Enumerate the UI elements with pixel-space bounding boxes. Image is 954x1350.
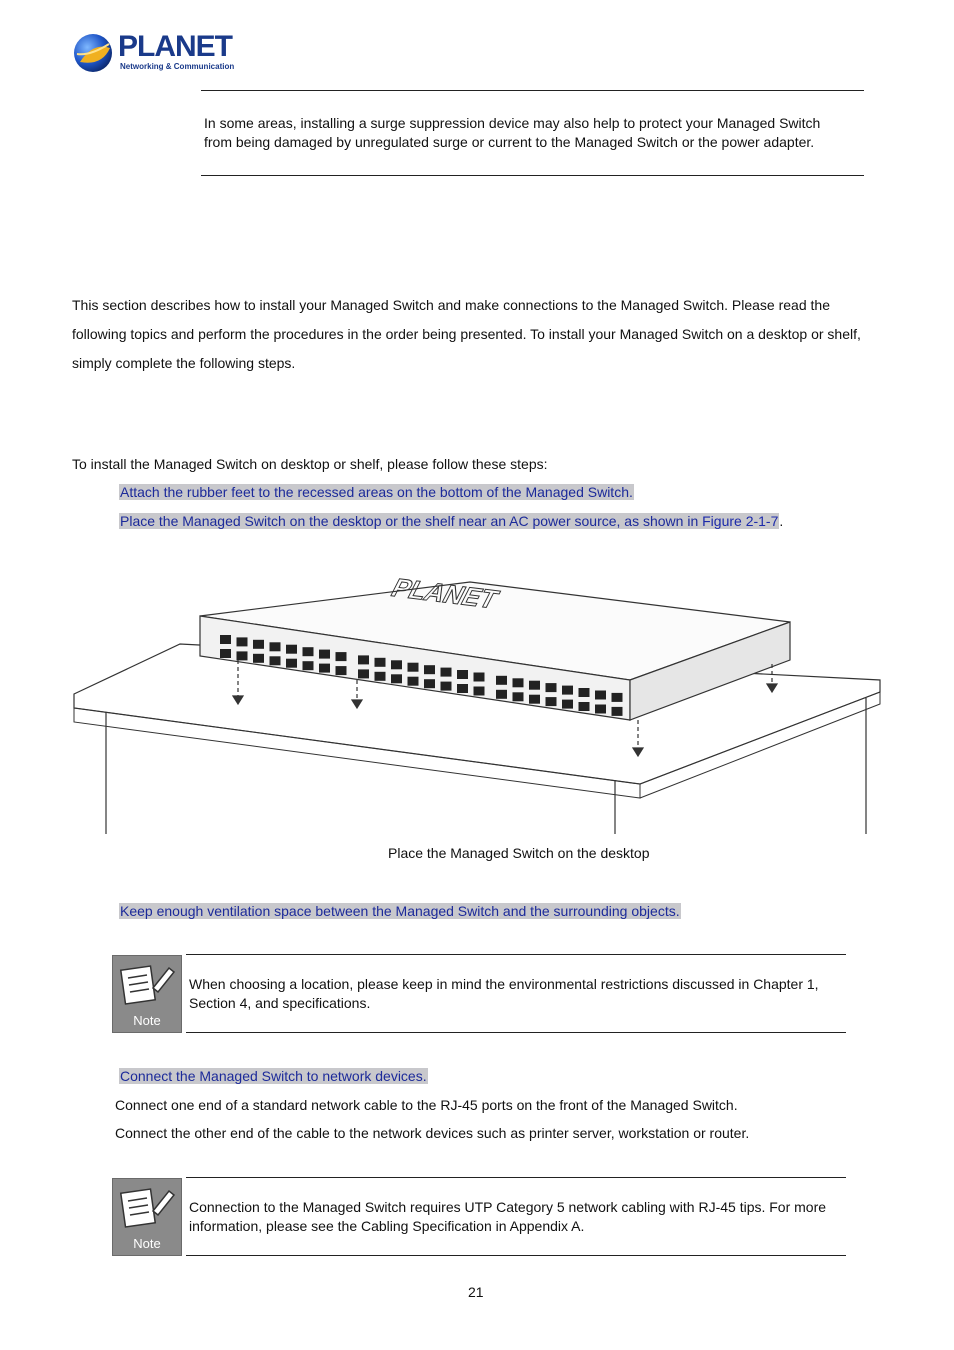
- rj45-port: [457, 684, 468, 693]
- rj45-port: [286, 645, 297, 654]
- note-2-icon: [112, 1178, 182, 1256]
- rj45-port: [375, 672, 386, 681]
- note-pen-icon: [113, 958, 181, 1014]
- step-4: [119, 1067, 428, 1086]
- note-1-icon: [112, 955, 182, 1033]
- logo-tagline: Networking & Communication: [120, 62, 235, 71]
- note-1-line-2: Section 4, and specifications.: [189, 995, 371, 1011]
- rj45-port: [612, 693, 623, 702]
- rj45-port: [457, 670, 468, 679]
- rj45-port: [319, 650, 330, 659]
- step-1-text: Attach the rubber feet to the recessed areas on the bottom of the Managed Switch.: [120, 484, 633, 500]
- rj45-port: [303, 661, 314, 670]
- note-1-line-1: When choosing a location, please keep in mind the environmental restrictions discussed in Chapter 1,: [189, 976, 819, 992]
- rj45-port: [220, 649, 231, 658]
- rj45-port: [562, 686, 573, 695]
- step-1: [119, 483, 634, 502]
- rj45-port: [496, 690, 507, 699]
- globe-icon: [72, 32, 114, 74]
- note-2-top-rule: [186, 1177, 846, 1178]
- surge-note-line-2: from being damaged by unregulated surge or current to the Managed Switch or the power adapter.: [204, 134, 815, 150]
- rj45-port: [237, 651, 248, 660]
- rj45-port: [513, 692, 524, 701]
- note-2-line-1: Connection to the Managed Switch requires UTP Category 5 network cabling with RJ-45 tips. For more: [189, 1199, 827, 1215]
- intro-line-1: This section describes how to install your Managed Switch and make connections to the Managed Switch. Please read the: [72, 297, 830, 313]
- rj45-port: [579, 702, 590, 711]
- logo-wordmark: PLANET: [118, 30, 232, 63]
- rj45-port: [513, 678, 524, 687]
- note-1-bottom-rule: [186, 1032, 846, 1033]
- rj45-port: [358, 669, 369, 678]
- step-4-text: Connect the Managed Switch to network devices.: [120, 1068, 427, 1084]
- rj45-port: [441, 668, 452, 677]
- note-2-bottom-rule: [186, 1255, 846, 1256]
- connect-line-1: Connect one end of a standard network cable to the RJ-45 ports on the front of the Managed Switch.: [115, 1097, 738, 1113]
- rj45-port: [408, 663, 419, 672]
- intro-line-2: following topics and perform the procedures in the order being presented. To install your Managed Switch on a desktop or shelf,: [72, 326, 861, 342]
- note-2-label: Note: [133, 1236, 161, 1251]
- rj45-port: [270, 642, 281, 651]
- rj45-port: [408, 677, 419, 686]
- rj45-port: [595, 691, 606, 700]
- step-2-text: Place the Managed Switch on the desktop or the shelf near an AC power source, as shown in: [120, 513, 703, 529]
- rj45-port: [441, 682, 452, 691]
- figure-link[interactable]: Figure 2-1-7: [702, 513, 779, 529]
- step-3: [119, 902, 681, 921]
- figure-caption: Place the Managed Switch on the desktop: [388, 845, 650, 861]
- rj45-port: [562, 700, 573, 709]
- surge-note-line-1: In some areas, installing a surge suppression device may also help to protect your Managed Switch: [204, 115, 821, 131]
- rj45-port: [336, 652, 347, 661]
- switch-on-desk-figure: [70, 552, 886, 837]
- step-2-end: .: [779, 513, 784, 529]
- rj45-port: [237, 637, 248, 646]
- switch-top-logo: PLANET: [386, 573, 504, 614]
- rj45-port: [358, 655, 369, 664]
- rj45-port: [546, 697, 557, 706]
- rj45-port: [474, 687, 485, 696]
- rj45-port: [546, 683, 557, 692]
- rj45-port: [474, 673, 485, 682]
- rj45-port: [336, 666, 347, 675]
- surge-note-top-rule: [201, 90, 864, 91]
- rj45-port: [529, 695, 540, 704]
- intro-line-3: simply complete the following steps.: [72, 355, 296, 371]
- desktop-lead: To install the Managed Switch on desktop or shelf, please follow these steps:: [72, 456, 548, 472]
- rj45-port: [391, 674, 402, 683]
- rj45-port: [424, 665, 435, 674]
- rj45-port: [253, 654, 264, 663]
- rj45-port: [529, 681, 540, 690]
- rj45-port: [595, 705, 606, 714]
- rj45-port: [253, 640, 264, 649]
- rj45-port: [303, 647, 314, 656]
- rj45-port: [319, 664, 330, 673]
- rj45-port: [496, 676, 507, 685]
- rj45-port: [220, 635, 231, 644]
- note-1-label: Note: [133, 1013, 161, 1028]
- surge-note-bottom-rule: [201, 175, 864, 176]
- note-1-top-rule: [186, 954, 846, 955]
- connect-line-2: Connect the other end of the cable to the network devices such as printer server, workstation or router.: [115, 1125, 750, 1141]
- step-2: [119, 512, 783, 531]
- rj45-port: [270, 656, 281, 665]
- rj45-port: [579, 688, 590, 697]
- rj45-port: [375, 658, 386, 667]
- rj45-port: [286, 659, 297, 668]
- planet-logo: [72, 30, 242, 76]
- rj45-port: [612, 707, 623, 716]
- rj45-port: [391, 660, 402, 669]
- note-2-line-2: information, please see the Cabling Specification in Appendix A.: [189, 1218, 585, 1234]
- page-number: 21: [468, 1284, 484, 1300]
- step-3-text: Keep enough ventilation space between the Managed Switch and the surrounding objects.: [120, 903, 680, 919]
- rj45-port: [424, 679, 435, 688]
- note-pen-icon: [113, 1181, 181, 1237]
